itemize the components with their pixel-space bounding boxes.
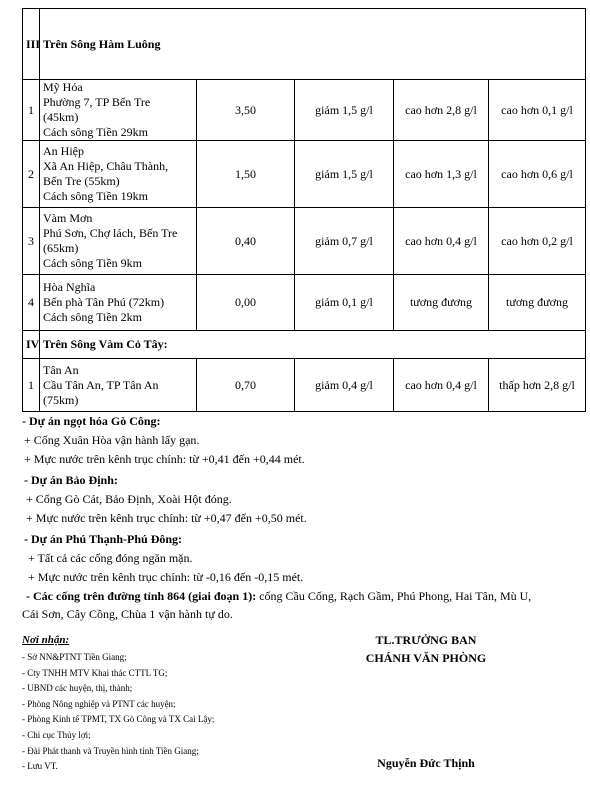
comparison-cell: cao hơn 0,2 g/l (489, 208, 586, 275)
location-line: Phú Sơn, Chợ lách, Bến Tre (43, 226, 178, 240)
recipient-item: - Lưu VT. (22, 761, 58, 772)
section-title: Trên Sông Vàm Cỏ Tây: (40, 331, 586, 359)
comparison-cell: cao hơn 0,4 g/l (394, 359, 489, 412)
comparison-cell: cao hơn 0,1 g/l (489, 80, 586, 141)
signer-name: Nguyễn Đức Thịnh (377, 756, 475, 770)
project-go-cong-title: - Dự án ngọt hóa Gò Công: (22, 414, 161, 428)
location-line: Cách sông Tiền 19km (43, 189, 149, 203)
comparison-cell: cao hơn 0,4 g/l (394, 208, 489, 275)
change-cell: giảm 0,7 g/l (295, 208, 394, 275)
road-864-note (26, 589, 531, 604)
project-phu-thanh-title: - Dự án Phú Thạnh-Phú Đông: (24, 532, 183, 546)
location-line: Tân An (43, 362, 79, 377)
location-cell (40, 80, 197, 141)
comparison-cell: cao hơn 0,6 g/l (489, 141, 586, 208)
recipients-block (22, 634, 322, 775)
table-row (23, 80, 586, 141)
row-number: 1 (23, 359, 40, 412)
section-number: III (23, 9, 40, 80)
table-row (23, 275, 586, 331)
row-number: 4 (23, 275, 40, 331)
table-row (23, 141, 586, 208)
table-row (23, 359, 586, 412)
location-cell (40, 208, 197, 275)
recipient-item: - Phòng Nông nghiệp và PTNT các huyện; (22, 698, 176, 709)
row-number: 1 (23, 80, 40, 141)
recipient-item: - Cty TNHH MTV Khai thác CTTL TG; (22, 667, 168, 678)
location-line: (65km) (43, 241, 79, 255)
salinity-value: 3,50 (197, 80, 295, 141)
recipient-item: - Sở NN&PTNT Tiền Giang; (22, 652, 127, 662)
change-cell: giảm 0,1 g/l (295, 275, 394, 331)
road-864-text: cống Cầu Cống, Rạch Gầm, Phú Phong, Hai Tân, Mù U, (256, 589, 532, 603)
location-cell (40, 275, 197, 331)
salinity-value: 0,70 (197, 359, 295, 412)
comparison-cell: cao hơn 1,3 g/l (394, 141, 489, 208)
comparison-cell: thấp hơn 2,8 g/l (489, 359, 586, 412)
location-line: Bến Tre (55km) (43, 174, 120, 188)
salinity-value: 1,50 (197, 141, 295, 208)
location-line: Xã An Hiệp, Châu Thành, (43, 159, 169, 173)
table-row (23, 208, 586, 275)
recipient-item: - Đài Phát thanh và Truyền hình tỉnh Tiền Giang; (22, 745, 199, 756)
salinity-table (22, 8, 586, 412)
location-line: An Hiệp (43, 144, 84, 158)
comparison-cell: tương đương (489, 275, 586, 331)
signature-title: TL.TRƯỞNG BAN (375, 633, 477, 647)
section-number: IV (23, 331, 40, 359)
recipient-item: - Chi cục Thủy lợi; (22, 729, 91, 740)
change-cell: giảm 0,4 g/l (295, 359, 394, 412)
location-line: Phường 7, TP Bến Tre (43, 95, 151, 109)
phu-thanh-note: + Mực nước trên kênh trục chính: từ -0,16 đến -0,15 mét. (28, 570, 304, 584)
location-line: Cách sông Tiền 29km (43, 125, 149, 139)
comparison-cell: cao hơn 2,8 g/l (394, 80, 489, 141)
location-cell (40, 359, 197, 412)
change-cell: giảm 1,5 g/l (295, 80, 394, 141)
salinity-value: 0,40 (197, 208, 295, 275)
location-line: Cầu Tân An, TP Tân An (43, 377, 159, 392)
recipient-item: - Phòng Kinh tế TPMT, TX Gò Công và TX Cai Lậy; (22, 714, 215, 725)
location-line: Cách sông Tiền 2km (43, 310, 143, 324)
signature-position: CHÁNH VĂN PHÒNG (365, 651, 487, 665)
phu-thanh-note: + Tất cả các cống đóng ngăn mặn. (28, 551, 193, 565)
comparison-cell: tương đương (394, 275, 489, 331)
location-line: (45km) (43, 110, 79, 124)
recipients-title: Nơi nhận: (22, 634, 70, 646)
road-864-note-cont: Cái Sơn, Cây Cồng, Chùa 1 vận hành tự do. (22, 607, 233, 621)
bao-dinh-note: + Mực nước trên kênh trục chính: từ +0,47 đến +0,50 mét. (26, 511, 307, 525)
section-header-row (23, 9, 586, 80)
location-line: Vàm Mơn (43, 211, 93, 225)
location-line: Bến phà Tân Phú (72km) (43, 295, 165, 309)
bao-dinh-note: + Cống Gò Cát, Bảo Định, Xoài Hột đóng. (26, 492, 232, 506)
location-line: Mỹ Hóa (43, 80, 83, 94)
project-bao-dinh-title: - Dự án Bảo Định: (24, 473, 118, 487)
location-line: Cách sông Tiền 9km (43, 256, 143, 270)
recipient-item: - UBND các huyện, thị, thành; (22, 683, 133, 694)
section-title: Trên Sông Hàm Luông (40, 9, 586, 80)
section-header-row (23, 331, 586, 359)
row-number: 3 (23, 208, 40, 275)
go-cong-note: + Cống Xuân Hòa vận hành lấy gạn. (24, 433, 200, 447)
salinity-value: 0,00 (197, 275, 295, 331)
location-line: (75km) (43, 392, 79, 407)
change-cell: giảm 1,5 g/l (295, 141, 394, 208)
road-864-title: - Các cống trên đường tỉnh 864 (giai đoạn 1): (26, 589, 257, 603)
location-line: Hòa Nghĩa (43, 280, 96, 294)
location-cell (40, 141, 197, 208)
row-number: 2 (23, 141, 40, 208)
go-cong-note: + Mực nước trên kênh trục chính: từ +0,41 đến +0,44 mét. (24, 452, 305, 466)
